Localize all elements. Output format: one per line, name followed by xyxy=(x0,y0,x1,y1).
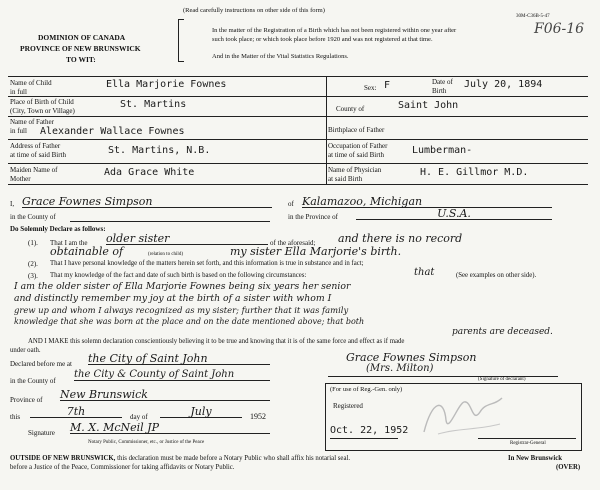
father-value: Alexander Wallace Fownes xyxy=(40,126,185,137)
county-label: County of xyxy=(336,105,365,113)
narrative-line-4: knowledge that she was born at the place and on the date mentioned above; that both xyxy=(14,317,365,326)
this-label: this xyxy=(10,413,21,421)
statement-1-handwritten-2a: obtainable of xyxy=(50,245,124,258)
mother-label: Maiden Name of Mother xyxy=(10,166,58,183)
solemn-line-1: AND I MAKE this solemn declaration conscientiously believing it to be true and knowing that it is of the same force and effect as if made xyxy=(28,338,405,345)
declarant-of-value: Kalamazoo, Michigan xyxy=(302,196,552,208)
solemn-province-value: New Brunswick xyxy=(60,389,270,401)
declarant-province-label: in the Province of xyxy=(288,213,338,221)
day-of-label: day of xyxy=(130,413,148,421)
footer-line-1: OUTSIDE OF NEW BRUNSWICK, this declaration must be made before a Notary Public who shall affix his notarial seal. xyxy=(10,455,351,462)
occupation-label: Occupation of Father at time of said Birth xyxy=(328,142,388,159)
narrative-line-3: grew up and whom I always recognized as my sister; further that it was family xyxy=(14,305,349,315)
statement-3-handwritten: that xyxy=(414,267,435,278)
statement-2-number: (2). xyxy=(28,260,38,268)
solemn-province-label: Province of xyxy=(10,396,43,404)
dob-value: July 20, 1894 xyxy=(464,79,543,90)
footer-line-2: before a Justice of the Peace, Commissioner for taking affidavits or Notary Public. xyxy=(10,464,235,471)
form-code: 30M-C36B-5-47 xyxy=(516,14,550,19)
instruction-note: (Read carefully instructions on other side of this form) xyxy=(183,7,325,14)
matter-line-2: such took place; or which took place before 1920 and was not registered at that time. xyxy=(212,36,433,43)
declarant-note: (Mrs. Milton) xyxy=(366,363,434,374)
child-name-label: Name of Child in full xyxy=(10,79,52,96)
statement-1-text-a: That I am the xyxy=(50,239,88,247)
statement-1-handwritten: and there is no record xyxy=(338,232,463,245)
place-value: St. Martins xyxy=(120,99,187,110)
registrar-caption: Registrar-General xyxy=(510,441,546,446)
narrative-line-1: I am the older sister of Ella Marjorie Fownes being six years her senior xyxy=(14,281,351,292)
declarant-of-label: of xyxy=(288,200,294,208)
statement-3-text: That my knowledge of the fact and date of such birth is based on the following circumstances: xyxy=(50,272,307,279)
physician-label: Name of Physician at said Birth xyxy=(328,166,382,183)
registrar-use-label: (For use of Reg.-Gen. only) xyxy=(330,386,403,393)
sex-label: Sex: xyxy=(364,84,377,92)
statement-1-relation: older sister xyxy=(106,233,268,245)
occupation-value: Lumberman- xyxy=(412,145,473,156)
declarant-province-value: U.S.A. xyxy=(356,208,552,220)
physician-value: H. E. Gillmor M.D. xyxy=(420,167,529,178)
footer-in-nb: In New Brunswick xyxy=(508,455,563,462)
year-value: 1952 xyxy=(250,412,266,421)
matter-line-1: In the matter of the Registration of a Birth which has not been registered within one year after xyxy=(212,27,457,34)
org-line-2: PROVINCE OF NEW BRUNSWICK xyxy=(20,44,141,53)
county-value: Saint John xyxy=(398,100,459,111)
statement-1-handwritten-2b: my sister Ella Marjorie's birth. xyxy=(230,245,402,258)
solemn-county-value: the City & County of Saint John xyxy=(74,370,270,381)
declarant-name: Grace Fownes Simpson xyxy=(22,196,272,208)
footer-over: (OVER) xyxy=(556,464,581,471)
narrative-line-5: parents are deceased. xyxy=(452,327,553,337)
declared-at-value: the City of Saint John xyxy=(88,353,270,365)
father-address-label: Address of Father at time of said Birth xyxy=(10,142,66,159)
declarant-i-label: I, xyxy=(10,200,15,208)
declarant-signature: Grace Fownes Simpson xyxy=(346,351,477,364)
narrative-line-2: and distinctly remember my joy at the birth of a sister with whom I xyxy=(14,293,332,304)
father-label: Name of Father in full xyxy=(10,118,54,135)
month-value: July xyxy=(160,406,242,418)
relation-caption: (relation to child) xyxy=(148,252,183,257)
dob-label: Date of Birth xyxy=(432,78,453,95)
header-bracket xyxy=(178,19,179,61)
solemn-county-label: in the County of xyxy=(10,377,56,385)
org-line-1: DOMINION OF CANADA xyxy=(38,33,126,42)
declarant-signature-caption: (Signature of declarant) xyxy=(478,377,526,382)
statement-3-number: (3). xyxy=(28,272,38,280)
sex-value: F xyxy=(384,80,391,91)
declared-label: Declared before me at xyxy=(10,360,72,368)
statement-1-number: (1). xyxy=(28,239,38,247)
statement-2-text: That I have personal knowledge of the matters herein set forth, and this information is true in substance and in fact; xyxy=(50,260,364,267)
registrar-signature-mark xyxy=(418,390,508,440)
day-value: 7th xyxy=(30,406,122,418)
registered-date: Oct. 22, 1952 xyxy=(330,425,409,436)
statement-3-see: (See examples on other side). xyxy=(456,272,537,279)
to-wit: TO WIT: xyxy=(66,55,96,64)
father-birthplace-label: Birthplace of Father xyxy=(328,126,385,134)
registered-label: Registered xyxy=(333,402,363,410)
place-label: Place of Birth of Child (City, Town or Village) xyxy=(10,98,75,115)
statement-1-text-b: of the aforesaid; xyxy=(270,239,316,247)
declarant-county-label: in the County of xyxy=(10,213,56,221)
notary-signature: M. X. McNeil JP xyxy=(70,422,270,434)
mother-value: Ada Grace White xyxy=(104,167,195,178)
notary-caption: Notary Public, Commissioner, etc., or Justice of the Peace xyxy=(88,440,205,445)
matter-line-3: And in the Matter of the Vital Statistics Regulations. xyxy=(212,53,349,60)
solemnly-declare: Do Solemnly Declare as follows: xyxy=(10,225,106,233)
solemn-line-2: under oath. xyxy=(10,347,41,354)
father-address-value: St. Martins, N.B. xyxy=(108,145,211,156)
child-name-value: Ella Marjorie Fownes xyxy=(106,79,227,90)
file-stamp: F06-16 xyxy=(534,21,585,37)
signature-label: Signature xyxy=(28,429,55,437)
